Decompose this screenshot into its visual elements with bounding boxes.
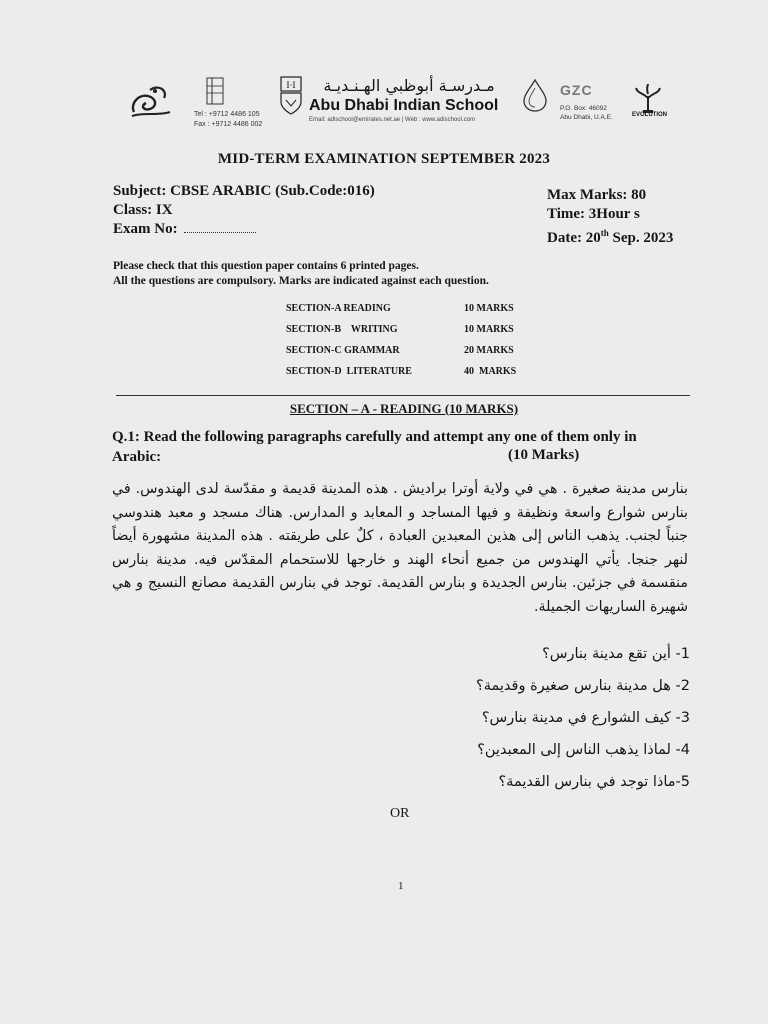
school-crest-icon	[278, 76, 304, 116]
section-name: SECTION-B WRITING	[286, 324, 398, 335]
contact-numbers	[194, 110, 262, 130]
exam-details-left	[113, 182, 375, 239]
general-instructions	[113, 259, 489, 289]
exam-number-label: Exam No:	[113, 221, 178, 237]
school-email-web: Email: adischool@emirates.net.ae | Web : www.adischool.com	[309, 117, 475, 123]
section-row	[286, 345, 544, 366]
school-name-english: Abu Dhabi Indian School	[309, 97, 499, 114]
postal-address	[560, 104, 613, 122]
question-1-marks: (10 Marks)	[508, 447, 580, 463]
exam-details-right	[547, 186, 673, 248]
horizontal-divider	[116, 395, 690, 396]
date-suffix: Sep. 2023	[608, 230, 674, 246]
exam-title: MID-TERM EXAMINATION SEPTEMBER 2023	[217, 151, 551, 167]
water-drop-emblem-icon	[520, 78, 550, 112]
reading-passage: بنارس مدينة صغيرة . هي في ولاية أوترا براديش . هذه المدينة قديمة و مقدّسة لدى الهندوس. في بنارس شوارع واسعة ونظيفة و فيها المساجد و المعابد و المدارس. هناك مسجد و معبد هندوسي جنباً لجنب. يذهب الناس إلى هذين المعبدين العبادة ، كلٌ على طريقته . هذه المدينة مشهورة أيضاً لنهر جنجا. يأتي الهندوس من جميع أنحاء الهند و خارجها للاستحمام المقدّس فيه. مدينة بنارس منقسمة في جزئين. بنارس الجديدة و بنارس القديمة. توجد في بنارس القديمة مصانع النسيج و هي شهيرة الساريهات الجميلة.	[112, 481, 688, 615]
school-name-block	[309, 76, 509, 123]
svg-text:I·I: I·I	[286, 80, 296, 90]
exam-number-blank	[184, 232, 256, 233]
question-item: 5-ماذا توجد في بنارس القديمة؟	[498, 774, 690, 790]
exam-number-line	[113, 220, 375, 239]
school-letterhead	[128, 72, 688, 142]
comprehension-questions	[300, 646, 690, 806]
telephone-number: Tel : +9712 4486 105	[194, 111, 260, 118]
fax-number: Fax : +9712 4486 002	[194, 121, 263, 128]
section-row	[286, 366, 544, 387]
instruction-compulsory: All the questions are compulsory. Marks are indicated against each question.	[113, 275, 489, 287]
date-superscript: th	[600, 228, 609, 238]
city-country: Abu Dhabi, U.A.E.	[560, 114, 613, 121]
subject-line: Subject: CBSE ARABIC (Sub.Code:016)	[113, 183, 375, 199]
date-prefix: Date: 20	[547, 230, 601, 246]
time-line: Time: 3Hour s	[547, 206, 640, 222]
section-marks: 20 MARKS	[464, 345, 514, 356]
school-monogram-logo	[128, 82, 172, 120]
building-icon	[206, 77, 224, 105]
question-item: 4- لماذا يذهب الناس إلى المعبدين؟	[477, 742, 690, 758]
section-row	[286, 324, 544, 345]
po-box: P.O. Box: 46092	[560, 105, 607, 112]
section-name: SECTION-A READING	[286, 303, 391, 314]
class-line: Class: IX	[113, 202, 173, 218]
question-1-prompt: Q.1: Read the following paragraphs carefully and attempt any one of them only in Arabic:	[112, 429, 637, 465]
max-marks-line: Max Marks: 80	[547, 187, 647, 203]
section-name: SECTION-C GRAMMAR	[286, 345, 400, 356]
question-item: 1- أين تقع مدينة بنارس؟	[542, 646, 690, 662]
evolution-label: EVOLUTION	[632, 112, 668, 118]
section-marks: 40 MARKS	[464, 366, 517, 377]
page-number: 1	[398, 880, 404, 892]
certification-mark-text: GZC	[560, 82, 593, 98]
section-name: SECTION-D LITERATURE	[286, 366, 412, 377]
section-row	[286, 303, 544, 324]
question-item: 2- هل مدينة بنارس صغيرة وقديمة؟	[476, 678, 690, 694]
section-marks-table	[286, 303, 544, 387]
section-a-heading: SECTION – A - READING (10 MARKS)	[289, 401, 519, 416]
instruction-pages: Please check that this question paper contains 6 printed pages.	[113, 260, 419, 272]
question-item: 3- كيف الشوارع في مدينة بنارس؟	[481, 710, 690, 726]
section-marks: 10 MARKS	[464, 303, 514, 314]
or-separator: OR	[390, 806, 410, 821]
certification-mark	[560, 82, 602, 100]
section-marks: 10 MARKS	[464, 324, 514, 335]
date-line	[547, 224, 673, 248]
school-name-arabic: مـدرسـة أبوظبي الهـنـديـة	[323, 76, 495, 95]
